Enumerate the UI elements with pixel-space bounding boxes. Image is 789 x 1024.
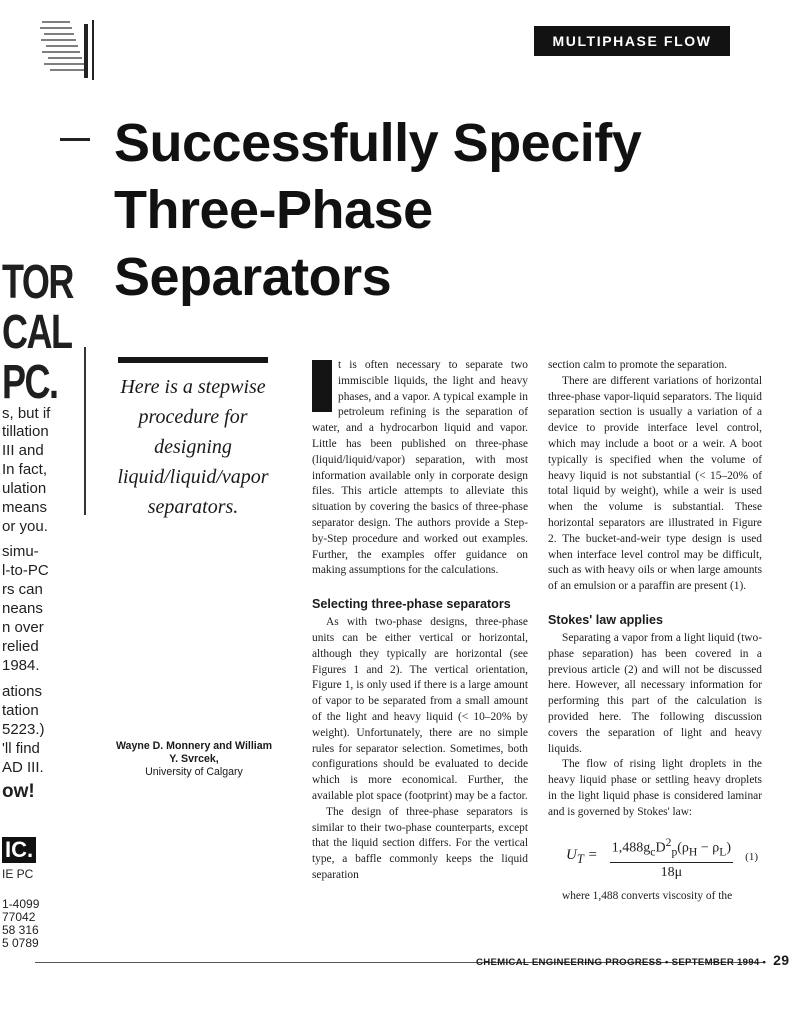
ad-text-line: relied	[2, 638, 39, 655]
ad-text-line: l-to-PC	[2, 562, 49, 579]
ad-text-line: IE PC	[2, 867, 34, 881]
author-names: Wayne D. Monnery and William	[115, 740, 273, 752]
body-paragraph: As with two-phase designs, three-phase units can be either vertical or horizontal, although they typically are horizontal (see Figures 1 and 2). The vertical orientation, Figure 1, is only used if there is a large amount of vapor to be separated from a small amount of the light and heavy liquid (< 10–20% by weight). Unfortunately, there are no simple rules for separator selection. Sometimes, both configurations should be evaluated to decide which is more economical. Further, the available plot space (footprint) may be a factor.	[312, 616, 528, 802]
ad-text-line: simu-	[2, 543, 39, 560]
ad-text-line: 5223.)	[2, 721, 45, 738]
article-title	[114, 110, 754, 311]
section-heading: Selecting three-phase separators	[312, 597, 511, 612]
ad-text-line: In fact,	[2, 461, 48, 478]
ad-headline: CAL	[2, 306, 72, 359]
deck-line: separators.	[147, 496, 239, 518]
intro-paragraph: t is often necessary to separate two immiscible liquids, the light and heavy phases, and a vapor. A typical example in petroleum refining is the separation of water, and a hydrocarbon liquid and vapor. Little has been published on three-phase (liquid/liquid/vapor) separation, with most information available only in corporate design files. This article attempts to alleviate this situation by covering the basics of three-phase separator design. The authors provide a Step-by-Step procedure and worked out examples. Further, the examples offer guidance on making assumptions for the calculations.	[312, 359, 528, 577]
ad-text-line: 1984.	[2, 657, 40, 674]
journal-name: CHEMICAL ENGINEERING PROGRESS	[476, 957, 663, 968]
ad-badge: IC.	[2, 837, 36, 863]
body-paragraph: The flow of rising light droplets in the heavy liquid phase or settling heavy droplets in the light liquid phase is considered laminar and is governed by Stokes' law:	[548, 758, 762, 818]
drop-cap	[312, 360, 332, 412]
ad-text-line: tation	[2, 702, 39, 719]
equation-denominator: 18μ	[660, 864, 683, 880]
author-names: Y. Svrcek,	[169, 753, 219, 765]
title-mark	[60, 138, 90, 141]
ad-text-line: III and	[2, 442, 44, 459]
ad-rule	[84, 347, 86, 407]
ad-rule	[84, 405, 86, 515]
ad-text-line: n over	[2, 619, 44, 636]
ad-text-line: ations	[2, 683, 43, 700]
equation-numerator: $1,488g_cD^2_p(\rho_H - \rho_L)$	[610, 835, 733, 863]
scan-artifact-graphic	[32, 14, 104, 84]
title-line: Successfully Specify	[114, 113, 642, 173]
ad-text-line: rs can	[2, 581, 43, 598]
equation-number: (1)	[745, 850, 758, 863]
article-deck	[114, 372, 272, 522]
equation-fraction	[610, 835, 733, 881]
body-paragraph: where 1,488 converts viscosity of the	[562, 889, 733, 902]
body-paragraph: The design of three-phase separators is similar to their two-phase counterparts, except that the liquid section differs. For the vertical type, a baffle commonly keeps the liquid separation	[312, 805, 528, 881]
section-tag: MULTIPHASE FLOW	[534, 26, 730, 56]
deck-line: Here is a stepwise	[120, 376, 266, 398]
ad-headline: PC.	[2, 356, 58, 409]
deck-line: liquid/liquid/vapor	[117, 466, 269, 488]
ad-text-line: 77042	[2, 910, 36, 924]
adjacent-page-strip	[0, 255, 110, 955]
footer-bullet: •	[665, 957, 669, 968]
ad-text-line: tillation	[2, 423, 49, 440]
equation-lhs: $U_T$ =	[566, 846, 598, 866]
title-line: Three-Phase	[114, 180, 433, 240]
ad-text-line: ulation	[2, 480, 47, 497]
ad-text-line: means	[2, 499, 48, 516]
ad-text-line: AD III.	[2, 759, 44, 776]
author-affiliation: University of Calgary	[145, 766, 243, 778]
ad-text-line: 58 316	[2, 923, 39, 937]
title-line: Separators	[114, 247, 392, 307]
page-footer	[476, 952, 789, 968]
page-number: 29	[773, 952, 789, 968]
byline	[110, 740, 278, 779]
ad-text-line: 'll find	[2, 740, 40, 757]
ad-headline: TOR	[2, 256, 73, 309]
body-column-2	[548, 358, 762, 904]
deck-line: procedure for	[138, 406, 248, 428]
body-paragraph: There are different variations of horizontal three-phase vapor-liquid separators. The liquid separation section is usually a variation of a device to provide interface level control, which may include a boot or a weir. A boot typically is specified when the volume of heavy liquid is not substantial (< 15–20% of total liquid by weight), while a weir is used when the volume is substantial. These horizontal separators are illustrated in Figure 2. The bucket-and-weir type design is used when interface level control may be difficult, such as with heavy oils or when large amounts of an emulsion or a paraffin are present (1).	[548, 374, 762, 593]
stokes-law-equation	[548, 835, 762, 881]
ad-text-line: neans	[2, 600, 43, 617]
deck-line: designing	[154, 436, 232, 458]
deck-rule	[118, 357, 268, 363]
ad-text-line: s, but if	[2, 405, 51, 422]
ad-text-line: 1-4099	[2, 897, 40, 911]
body-paragraph: section calm to promote the separation.	[548, 359, 728, 371]
body-column-1	[312, 358, 528, 884]
ad-text-line: 5 0789	[2, 936, 39, 950]
issue-date: SEPTEMBER 1994	[671, 957, 760, 968]
ad-text-line: or you.	[2, 518, 48, 535]
footer-bullet: •	[762, 957, 767, 968]
body-paragraph: Separating a vapor from a light liquid (two-phase separation) has been covered in a previous article (2) and will not be discussed here. However, all necessary information for performing this part of the calculation is provided here. The following discussion covers the separation of light and heavy liquids.	[548, 631, 762, 755]
ad-text-line: ow!	[2, 781, 35, 802]
section-heading: Stokes' law applies	[548, 612, 663, 627]
